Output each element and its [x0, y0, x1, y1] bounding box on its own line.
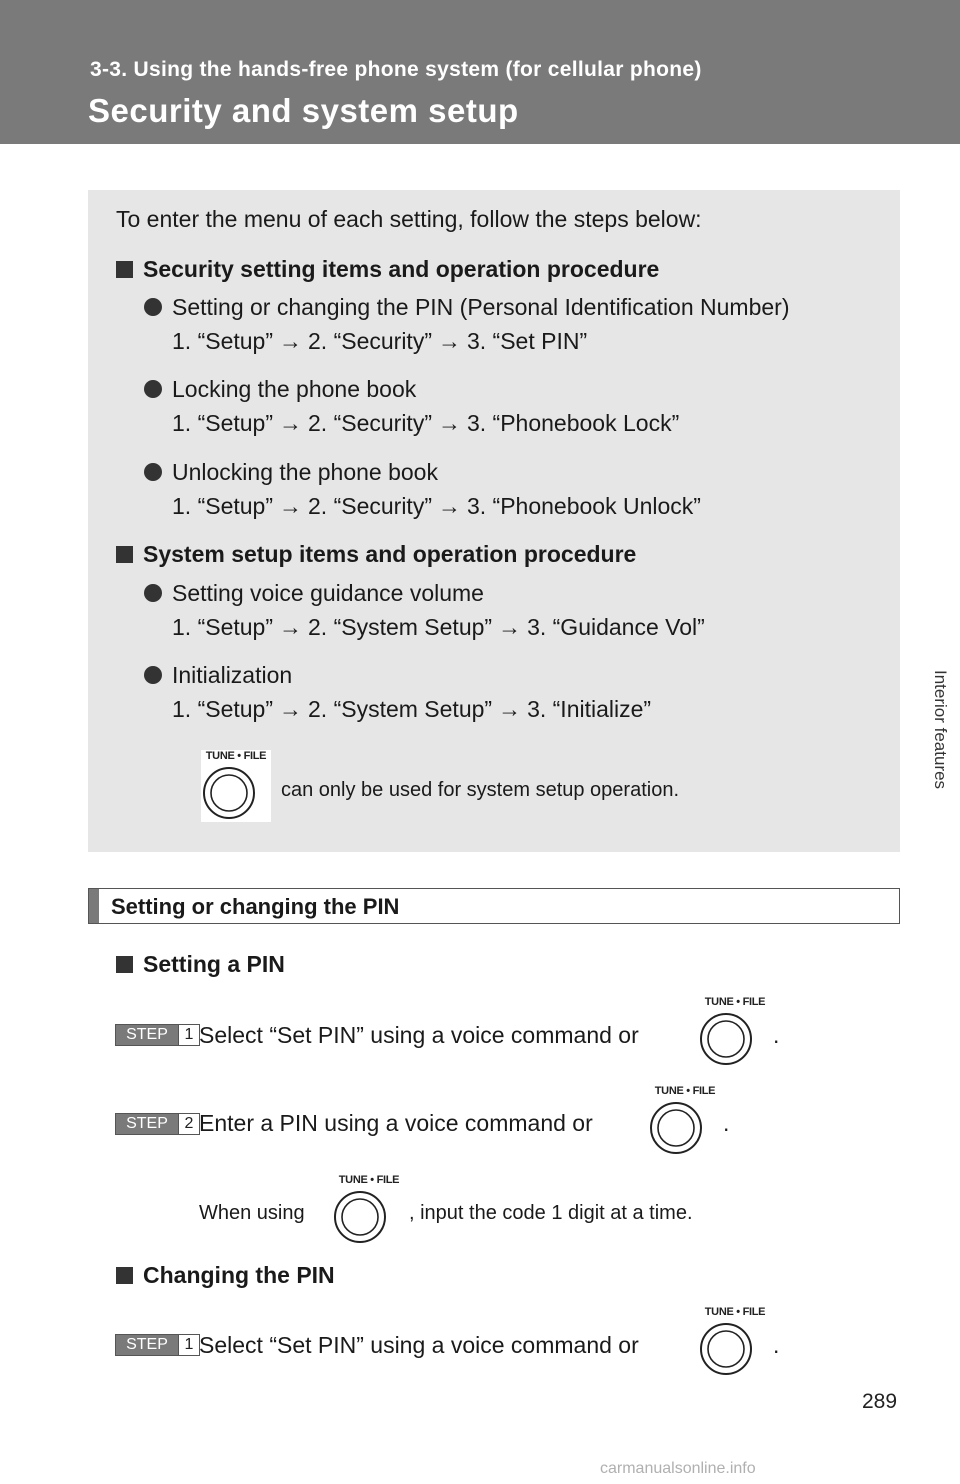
square-bullet-icon: [116, 1267, 133, 1284]
chapter-title: 3-3. Using the hands-free phone system (for cellular phone): [90, 58, 702, 81]
round-bullet-icon: [144, 584, 162, 602]
arrow-icon: →: [279, 696, 302, 722]
security-item-steps: 1. “Setup” → 2. “Security” → 3. “Set PIN”: [172, 328, 588, 354]
watermark: carmanualsonline.info: [600, 1460, 756, 1477]
arrow-icon: →: [279, 493, 302, 519]
tune-file-knob-icon: TUNE • FILE: [700, 996, 770, 1068]
system-item-steps: 1. “Setup” → 2. “System Setup” → 3. “Initialize”: [172, 696, 652, 722]
section-title: Setting or changing the PIN: [111, 894, 400, 919]
chapter-label: Interior features: [931, 670, 950, 790]
system-item-steps: 1. “Setup” → 2. “System Setup” → 3. “Guidance Vol”: [172, 614, 705, 640]
arrow-icon: →: [279, 328, 302, 354]
security-item: Locking the phone book: [144, 376, 416, 403]
security-heading: Security setting items and operation procedure: [116, 256, 659, 283]
step-end: .: [723, 1110, 730, 1136]
square-bullet-icon: [116, 956, 133, 973]
step-end: .: [773, 1332, 780, 1358]
tune-file-knob-icon: TUNE • FILE: [201, 750, 271, 822]
step-text: Select “Set PIN” using a voice command or: [199, 1332, 639, 1358]
note-post: , input the code 1 digit at a time.: [409, 1202, 693, 1224]
subheading-changing-pin: Changing the PIN: [116, 1262, 335, 1289]
subheading-setting-pin: Setting a PIN: [116, 951, 285, 978]
arrow-icon: →: [279, 410, 302, 436]
page-title: Security and system setup: [88, 92, 519, 129]
security-item: Unlocking the phone book: [144, 459, 438, 486]
step-end: .: [773, 1022, 780, 1048]
tune-file-knob-icon: TUNE • FILE: [334, 1174, 404, 1246]
arrow-icon: →: [437, 493, 461, 519]
step-badge: STEP 2: [115, 1113, 200, 1135]
knob-note: can only be used for system setup operation.: [281, 779, 680, 801]
arrow-icon: →: [437, 410, 461, 436]
system-heading: System setup items and operation procedure: [116, 541, 636, 568]
round-bullet-icon: [144, 298, 162, 316]
square-bullet-icon: [116, 261, 133, 278]
system-item: Initialization: [144, 662, 292, 689]
round-bullet-icon: [144, 380, 162, 398]
step-text: Select “Set PIN” using a voice command or: [199, 1022, 639, 1048]
step-text: Enter a PIN using a voice command or: [199, 1110, 593, 1136]
step-badge: STEP 1: [115, 1334, 200, 1356]
page-number: 289: [862, 1390, 898, 1413]
arrow-icon: →: [279, 614, 302, 640]
chapter-number: 3: [931, 590, 941, 607]
tune-file-knob-icon: TUNE • FILE: [700, 1306, 770, 1378]
step-badge: STEP 1: [115, 1024, 200, 1046]
tune-file-knob-icon: TUNE • FILE: [650, 1085, 720, 1157]
arrow-icon: →: [498, 614, 522, 640]
square-bullet-icon: [116, 546, 133, 563]
section-heading-bar: [88, 888, 900, 924]
note-pre: When using: [199, 1202, 305, 1224]
round-bullet-icon: [144, 463, 162, 481]
intro-text: To enter the menu of each setting, follow the steps below:: [116, 206, 702, 232]
security-item-steps: 1. “Setup” → 2. “Security” → 3. “Phonebook Lock”: [172, 410, 680, 436]
arrow-icon: →: [437, 328, 461, 354]
security-item-steps: 1. “Setup” → 2. “Security” → 3. “Phonebook Unlock”: [172, 493, 701, 519]
security-item: Setting or changing the PIN (Personal Identification Number): [144, 294, 790, 321]
arrow-icon: →: [498, 696, 522, 722]
system-item: Setting voice guidance volume: [144, 580, 484, 607]
page-header: [0, 0, 960, 144]
round-bullet-icon: [144, 666, 162, 684]
